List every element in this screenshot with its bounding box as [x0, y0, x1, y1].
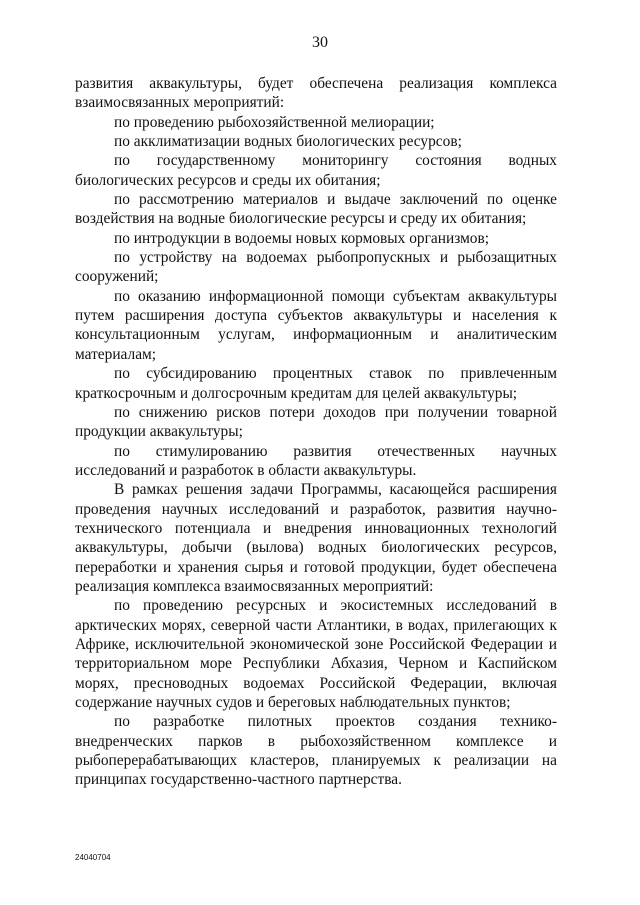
list-item-pilot-projects: по разработке пилотных проектов создания технико-внедренческих парков в рыбохозяйственном комплексе и рыбоперерабатывающих кластеров, планируемых к реализации на принципах государственно-частного партнерства.: [75, 713, 557, 789]
list-item-research-stimulation: по стимулированию развития отечественных научных исследований и разработок в области аквакультуры.: [75, 442, 557, 479]
list-item-monitoring: по государственному мониторингу состояния водных биологических ресурсов и среды их обитания;: [75, 152, 557, 189]
list-item-risk-reduction: по снижению рисков потери доходов при получении товарной продукции аквакультуры;: [75, 403, 557, 441]
list-item-introduction: по интродукции в водоемы новых кормовых организмов;: [114, 229, 490, 247]
list-item-impact-assessment: по рассмотрению материалов и выдаче заключений по оценке воздействия на водные биологические ресурсы и среду их обитания;: [75, 191, 557, 228]
list-item-acclimatization: по акклиматизации водных биологических ресурсов;: [114, 133, 462, 151]
footer-document-code: 24040704: [75, 853, 111, 862]
list-item-interest-subsidy: по субсидированию процентных ставок по привлеченным краткосрочным и долгосрочным кредитам для целей аквакультуры;: [75, 365, 557, 402]
page-number: 30: [312, 34, 328, 51]
list-item-information-support: по оказанию информационной помощи субъектам аквакультуры путем расширения доступа субъектов аквакультуры и населения к консультационным услугам, информационным и аналитическим материалам;: [75, 287, 557, 363]
list-item-ecosystem-research: по проведению ресурсных и экосистемных исследований в арктических морях, северной части Атлантики, в водах, прилегающих к Африке, исключительной экономической зоне Российской Федерации и территориальном море Республики Абхазия, Черном и Каспийском морях, пресноводных водоемах Российской Федерации, включая содержание научных судов и береговых наблюдательных пунктов;: [75, 597, 557, 711]
paragraph-program-task: В рамках решения задачи Программы, касающейся расширения проведения научных исследований и разработок, развития научно-технического потенциала и внедрения инновационных технологий аквакультуры, добычи (вылова) водных биологических ресурсов, переработки и хранения сырья и готовой продукции, будет обеспечена реализация комплекса взаимосвязанных мероприятий:: [75, 481, 557, 595]
list-item-fish-passage: по устройству на водоемах рыбопропускных и рыбозащитных сооружений;: [75, 249, 557, 286]
paragraph-intro: развития аквакультуры, будет обеспечена реализация комплекса взаимосвязанных мероприятий:: [75, 75, 557, 112]
document-body: [75, 74, 557, 790]
list-item-melioration: по проведению рыбохозяйственной мелиорации;: [114, 113, 435, 131]
